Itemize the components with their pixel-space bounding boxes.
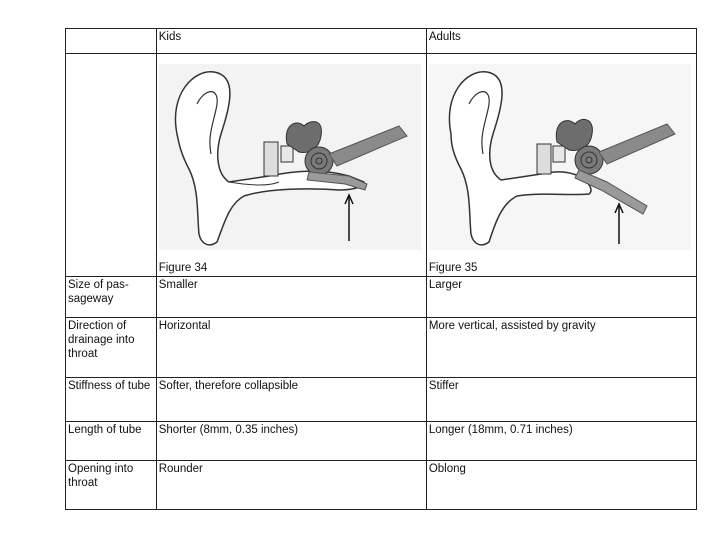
table-row xyxy=(66,422,697,461)
row-attribute: Size of pas-sageway xyxy=(66,277,157,318)
kids-ear-diagram xyxy=(159,64,421,250)
row-attribute: Opening into throat xyxy=(66,461,157,510)
row-attribute: Stiffness of tube xyxy=(66,378,157,422)
figure-row-label xyxy=(66,54,157,277)
row-kids-value: Rounder xyxy=(156,461,426,510)
row-kids-value: Softer, therefore collapsible xyxy=(156,378,426,422)
row-attribute: Direction of drainage into throat xyxy=(66,318,157,378)
row-kids-value: Smaller xyxy=(156,277,426,318)
row-adults-value: Larger xyxy=(426,277,696,318)
row-adults-value: More vertical, assisted by gravity xyxy=(426,318,696,378)
row-kids-value: Shorter (8mm, 0.35 inches) xyxy=(156,422,426,461)
row-attribute: Length of tube xyxy=(66,422,157,461)
table-row xyxy=(66,277,697,318)
row-adults-value: Oblong xyxy=(426,461,696,510)
kids-figure-cell xyxy=(156,54,426,277)
kids-figure-caption: Figure 34 xyxy=(158,262,208,274)
adults-ear-diagram xyxy=(429,64,691,250)
table-row xyxy=(66,318,697,378)
adults-figure-cell xyxy=(426,54,696,277)
comparison-table xyxy=(65,28,697,510)
row-kids-value: Horizontal xyxy=(156,318,426,378)
header-adults: Adults xyxy=(426,29,696,54)
header-empty-cell xyxy=(66,29,157,54)
table-row xyxy=(66,461,697,510)
row-adults-value: Longer (18mm, 0.71 inches) xyxy=(426,422,696,461)
figure-row xyxy=(66,54,697,277)
row-adults-value: Stiffer xyxy=(426,378,696,422)
header-row xyxy=(66,29,697,54)
header-kids: Kids xyxy=(156,29,426,54)
adults-figure-caption: Figure 35 xyxy=(428,262,478,274)
table-row xyxy=(66,378,697,422)
